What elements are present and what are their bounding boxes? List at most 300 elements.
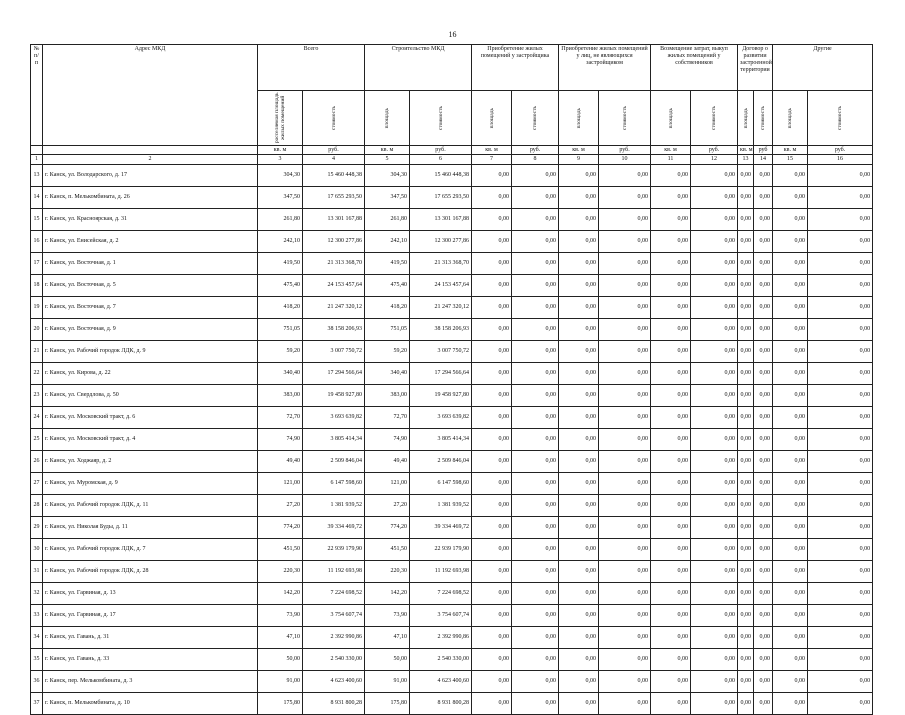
compensation-cost: 0,00 [691,407,738,429]
col-number: 6 [410,155,472,165]
purchase-dev-area: 0,00 [472,231,512,253]
construction-area: 774,20 [365,517,410,539]
row-address: г. Канск, п. Мелькомбината, д. 26 [43,187,258,209]
unit-cost: руб. [691,146,738,155]
table-row [31,385,873,407]
row-address: г. Канск, ул. Рабочий городок ЛДК, д. 28 [43,561,258,583]
row-number: 27 [31,473,43,495]
row-number: 36 [31,671,43,693]
other-cost: 0,00 [808,385,873,407]
other-area: 0,00 [773,671,808,693]
compensation-area: 0,00 [651,407,691,429]
compensation-area: 0,00 [651,363,691,385]
purchase-dev-area: 0,00 [472,539,512,561]
row-address: г. Канск, ул. Енисейская, д. 2 [43,231,258,253]
purchase-other-area: 0,00 [559,429,599,451]
purchase-other-area: 0,00 [559,693,599,715]
compensation-area: 0,00 [651,495,691,517]
purchase-other-area: 0,00 [559,539,599,561]
row-number: 18 [31,275,43,297]
construction-cost: 12 300 277,86 [410,231,472,253]
other-area: 0,00 [773,363,808,385]
construction-area: 27,20 [365,495,410,517]
purchase-other-cost: 0,00 [599,231,651,253]
row-number: 34 [31,627,43,649]
compensation-cost: 0,00 [691,297,738,319]
sub-header-cost: стоимость [760,105,767,131]
row-number: 33 [31,605,43,627]
other-cost: 0,00 [808,517,873,539]
purchase-dev-cost: 0,00 [512,693,559,715]
purchase-dev-area: 0,00 [472,451,512,473]
purchase-other-cost: 0,00 [599,275,651,297]
col-number: 3 [258,155,303,165]
construction-area: 220,30 [365,561,410,583]
unit-cost: руб. [599,146,651,155]
purchase-other-area: 0,00 [559,363,599,385]
construction-area: 751,05 [365,319,410,341]
row-address: г. Канск, ул. Восточная, д. 9 [43,319,258,341]
construction-cost: 38 158 206,93 [410,319,472,341]
total-cost: 22 939 179,90 [303,539,365,561]
purchase-dev-cost: 0,00 [512,451,559,473]
other-area: 0,00 [773,319,808,341]
compensation-cost: 0,00 [691,671,738,693]
purchase-other-area: 0,00 [559,341,599,363]
total-area: 91,00 [258,671,303,693]
other-area: 0,00 [773,341,808,363]
table-row [31,231,873,253]
construction-area: 451,50 [365,539,410,561]
other-cost: 0,00 [808,605,873,627]
row-number: 21 [31,341,43,363]
total-area: 419,50 [258,253,303,275]
purchase-dev-cost: 0,00 [512,583,559,605]
purchase-other-area: 0,00 [559,561,599,583]
agreement-cost: 0,00 [754,385,773,407]
other-area: 0,00 [773,407,808,429]
unit-cost: руб. [808,146,873,155]
construction-area: 261,80 [365,209,410,231]
table-row [31,583,873,605]
purchase-dev-area: 0,00 [472,495,512,517]
group-header-purchase-others: Приобретение жилых помещений у лиц, не являющихся застройщиком [559,45,651,91]
construction-cost: 3 754 607,74 [410,605,472,627]
purchase-dev-area: 0,00 [472,517,512,539]
compensation-cost: 0,00 [691,649,738,671]
construction-cost: 8 931 800,28 [410,693,472,715]
unit-area: кв. м [773,146,808,155]
purchase-dev-area: 0,00 [472,605,512,627]
purchase-other-cost: 0,00 [599,165,651,187]
row-address: г. Канск, ул. Муромская, д. 9 [43,473,258,495]
construction-area: 50,00 [365,649,410,671]
row-number: 16 [31,231,43,253]
purchase-other-area: 0,00 [559,649,599,671]
agreement-cost: 0,00 [754,209,773,231]
unit-area: кв. м [365,146,410,155]
agreement-cost: 0,00 [754,583,773,605]
row-address: г. Канск, ул. Рабочий городок ЛДК, д. 11 [43,495,258,517]
other-area: 0,00 [773,165,808,187]
compensation-cost: 0,00 [691,473,738,495]
other-area: 0,00 [773,429,808,451]
sub-header-area: площадь [742,107,749,129]
purchase-other-area: 0,00 [559,605,599,627]
purchase-dev-cost: 0,00 [512,605,559,627]
unit-area: кв. м [472,146,512,155]
other-area: 0,00 [773,693,808,715]
compensation-area: 0,00 [651,231,691,253]
compensation-cost: 0,00 [691,253,738,275]
purchase-dev-area: 0,00 [472,253,512,275]
total-cost: 8 931 800,28 [303,693,365,715]
other-area: 0,00 [773,649,808,671]
other-cost: 0,00 [808,583,873,605]
purchase-other-cost: 0,00 [599,385,651,407]
sub-header-resettled-area: расселяемая площадь жилых помещений [274,92,286,144]
total-cost: 4 623 400,60 [303,671,365,693]
agreement-area: 0,00 [738,429,754,451]
total-cost: 17 294 566,64 [303,363,365,385]
row-address: г. Канск, ул. Восточная, д. 7 [43,297,258,319]
compensation-cost: 0,00 [691,275,738,297]
agreement-area: 0,00 [738,495,754,517]
row-number: 25 [31,429,43,451]
total-area: 72,70 [258,407,303,429]
other-area: 0,00 [773,539,808,561]
agreement-area: 0,00 [738,407,754,429]
purchase-dev-cost: 0,00 [512,253,559,275]
construction-cost: 2 509 846,04 [410,451,472,473]
group-header-purchase-developer: Приобретение жилых помещений у застройщика [472,45,559,91]
other-cost: 0,00 [808,253,873,275]
total-cost: 3 007 750,72 [303,341,365,363]
purchase-dev-cost: 0,00 [512,187,559,209]
compensation-area: 0,00 [651,275,691,297]
other-area: 0,00 [773,231,808,253]
agreement-area: 0,00 [738,671,754,693]
row-address: г. Канск, ул. Рабочий городок ЛДК, д. 7 [43,539,258,561]
purchase-other-cost: 0,00 [599,341,651,363]
total-area: 383,00 [258,385,303,407]
purchase-dev-area: 0,00 [472,649,512,671]
total-area: 142,20 [258,583,303,605]
col-number: 7 [472,155,512,165]
construction-cost: 3 007 750,72 [410,341,472,363]
other-cost: 0,00 [808,341,873,363]
row-address: г. Канск, п. Мелькомбината, д. 10 [43,693,258,715]
group-header-other: Другие [773,45,873,91]
agreement-cost: 0,00 [754,297,773,319]
sub-header-cost: стоимость [330,105,337,131]
compensation-area: 0,00 [651,209,691,231]
construction-cost: 13 301 167,88 [410,209,472,231]
row-number: 23 [31,385,43,407]
purchase-dev-area: 0,00 [472,407,512,429]
construction-cost: 19 458 927,80 [410,385,472,407]
table-row [31,429,873,451]
col-number: 8 [512,155,559,165]
other-cost: 0,00 [808,627,873,649]
other-area: 0,00 [773,583,808,605]
purchase-other-cost: 0,00 [599,253,651,275]
total-area: 347,50 [258,187,303,209]
compensation-area: 0,00 [651,253,691,275]
agreement-cost: 0,00 [754,693,773,715]
page-number: 16 [448,30,457,39]
row-number: 26 [31,451,43,473]
row-address: г. Канск, ул. Рабочий городок ЛДК, д. 9 [43,341,258,363]
total-area: 261,80 [258,209,303,231]
purchase-dev-area: 0,00 [472,165,512,187]
agreement-area: 0,00 [738,473,754,495]
total-area: 47,10 [258,627,303,649]
col-number: 1 [31,155,43,165]
purchase-dev-cost: 0,00 [512,649,559,671]
row-address: г. Канск, пер. Мелькомбината, д. 3 [43,671,258,693]
total-cost: 1 381 939,52 [303,495,365,517]
sub-header-cost: стоимость [837,105,844,131]
construction-cost: 1 381 939,52 [410,495,472,517]
total-area: 774,20 [258,517,303,539]
row-address: г. Канск, ул. Свердлова, д. 50 [43,385,258,407]
row-number: 37 [31,693,43,715]
row-address: г. Канск, ул. Ходжаяр, д. 2 [43,451,258,473]
other-cost: 0,00 [808,649,873,671]
agreement-cost: 0,00 [754,341,773,363]
construction-cost: 11 192 693,98 [410,561,472,583]
construction-area: 121,00 [365,473,410,495]
table-row [31,451,873,473]
total-cost: 2 509 846,04 [303,451,365,473]
table-row [31,407,873,429]
purchase-other-area: 0,00 [559,671,599,693]
table-row [31,495,873,517]
sub-header-area: площадь [667,107,674,129]
other-area: 0,00 [773,209,808,231]
table-row [31,693,873,715]
purchase-dev-area: 0,00 [472,473,512,495]
compensation-cost: 0,00 [691,561,738,583]
table-row [31,341,873,363]
construction-area: 304,30 [365,165,410,187]
construction-cost: 15 460 448,38 [410,165,472,187]
purchase-dev-cost: 0,00 [512,429,559,451]
total-cost: 15 460 448,38 [303,165,365,187]
total-cost: 3 805 414,34 [303,429,365,451]
construction-area: 175,80 [365,693,410,715]
construction-area: 74,90 [365,429,410,451]
purchase-other-area: 0,00 [559,187,599,209]
row-number: 24 [31,407,43,429]
other-cost: 0,00 [808,429,873,451]
row-number: 35 [31,649,43,671]
sub-header-area: площадь [787,107,794,129]
purchase-dev-area: 0,00 [472,693,512,715]
total-cost: 3 754 607,74 [303,605,365,627]
row-number: 20 [31,319,43,341]
compensation-area: 0,00 [651,693,691,715]
purchase-dev-area: 0,00 [472,275,512,297]
construction-area: 475,40 [365,275,410,297]
total-area: 59,20 [258,341,303,363]
row-number: 31 [31,561,43,583]
purchase-other-cost: 0,00 [599,627,651,649]
row-address: г. Канск, ул. Гарвиная, д. 17 [43,605,258,627]
other-cost: 0,00 [808,495,873,517]
purchase-other-area: 0,00 [559,209,599,231]
purchase-dev-area: 0,00 [472,561,512,583]
col-number: 12 [691,155,738,165]
agreement-area: 0,00 [738,209,754,231]
table-row [31,561,873,583]
resettlement-table [30,44,873,715]
agreement-cost: 0,00 [754,517,773,539]
purchase-dev-cost: 0,00 [512,473,559,495]
construction-cost: 21 313 368,70 [410,253,472,275]
agreement-area: 0,00 [738,231,754,253]
purchase-dev-cost: 0,00 [512,407,559,429]
column-numbers-row [31,155,873,165]
compensation-cost: 0,00 [691,693,738,715]
construction-cost: 2 392 990,86 [410,627,472,649]
other-cost: 0,00 [808,693,873,715]
row-number: 32 [31,583,43,605]
total-cost: 38 158 206,93 [303,319,365,341]
sub-header-area: площадь [384,107,390,129]
row-address: г. Канск, ул. Московский тракт, д. 4 [43,429,258,451]
agreement-cost: 0,00 [754,231,773,253]
other-cost: 0,00 [808,473,873,495]
construction-area: 347,50 [365,187,410,209]
compensation-cost: 0,00 [691,583,738,605]
table-row [31,473,873,495]
purchase-other-cost: 0,00 [599,539,651,561]
total-cost: 11 192 693,98 [303,561,365,583]
purchase-other-area: 0,00 [559,407,599,429]
compensation-cost: 0,00 [691,605,738,627]
purchase-dev-cost: 0,00 [512,561,559,583]
total-cost: 3 693 639,82 [303,407,365,429]
compensation-cost: 0,00 [691,231,738,253]
other-cost: 0,00 [808,407,873,429]
agreement-cost: 0,00 [754,165,773,187]
agreement-area: 0,00 [738,275,754,297]
total-area: 220,30 [258,561,303,583]
other-area: 0,00 [773,253,808,275]
total-area: 242,10 [258,231,303,253]
purchase-dev-area: 0,00 [472,583,512,605]
compensation-area: 0,00 [651,671,691,693]
agreement-area: 0,00 [738,363,754,385]
purchase-other-cost: 0,00 [599,649,651,671]
purchase-other-cost: 0,00 [599,671,651,693]
table-row [31,297,873,319]
purchase-other-cost: 0,00 [599,429,651,451]
row-number: 17 [31,253,43,275]
compensation-area: 0,00 [651,297,691,319]
col-number: 13 [738,155,754,165]
agreement-cost: 0,00 [754,363,773,385]
compensation-area: 0,00 [651,385,691,407]
purchase-dev-area: 0,00 [472,429,512,451]
table-row [31,187,873,209]
other-cost: 0,00 [808,187,873,209]
agreement-cost: 0,00 [754,187,773,209]
compensation-area: 0,00 [651,429,691,451]
purchase-other-cost: 0,00 [599,451,651,473]
total-cost: 21 313 368,70 [303,253,365,275]
compensation-cost: 0,00 [691,539,738,561]
table-row [31,649,873,671]
sub-header-cost: стоимость [437,105,444,131]
col-number: 16 [808,155,873,165]
table-row [31,517,873,539]
row-address: г. Канск, ул. Гавань, д. 33 [43,649,258,671]
purchase-other-area: 0,00 [559,231,599,253]
other-area: 0,00 [773,495,808,517]
table-row [31,671,873,693]
compensation-cost: 0,00 [691,341,738,363]
total-area: 175,80 [258,693,303,715]
agreement-area: 0,00 [738,583,754,605]
construction-cost: 21 247 320,12 [410,297,472,319]
other-cost: 0,00 [808,209,873,231]
table-body [31,165,873,715]
table-row [31,627,873,649]
agreement-cost: 0,00 [754,451,773,473]
table-row [31,275,873,297]
construction-cost: 3 805 414,34 [410,429,472,451]
unit-cost: руб. [303,146,365,155]
sub-header-cost: стоимость [621,105,628,131]
unit-area: кв. м [738,146,754,155]
row-address: г. Канск, ул. Восточная, д. 1 [43,253,258,275]
col-num-header: № п/п [31,45,43,146]
construction-cost: 7 224 698,52 [410,583,472,605]
total-cost: 6 147 598,60 [303,473,365,495]
compensation-cost: 0,00 [691,429,738,451]
sub-header-area: площадь [488,107,495,129]
purchase-dev-cost: 0,00 [512,627,559,649]
row-number: 29 [31,517,43,539]
purchase-other-area: 0,00 [559,297,599,319]
other-area: 0,00 [773,561,808,583]
other-area: 0,00 [773,275,808,297]
purchase-other-area: 0,00 [559,627,599,649]
other-cost: 0,00 [808,671,873,693]
row-number: 28 [31,495,43,517]
construction-area: 73,90 [365,605,410,627]
purchase-dev-cost: 0,00 [512,539,559,561]
agreement-area: 0,00 [738,187,754,209]
construction-area: 340,40 [365,363,410,385]
construction-area: 47,10 [365,627,410,649]
purchase-other-area: 0,00 [559,473,599,495]
purchase-other-cost: 0,00 [599,209,651,231]
group-header-total: Всего [258,45,365,91]
agreement-cost: 0,00 [754,539,773,561]
construction-cost: 3 693 639,82 [410,407,472,429]
compensation-cost: 0,00 [691,165,738,187]
construction-area: 419,50 [365,253,410,275]
total-area: 73,90 [258,605,303,627]
construction-area: 59,20 [365,341,410,363]
total-cost: 39 334 469,72 [303,517,365,539]
compensation-cost: 0,00 [691,451,738,473]
agreement-cost: 0,00 [754,253,773,275]
